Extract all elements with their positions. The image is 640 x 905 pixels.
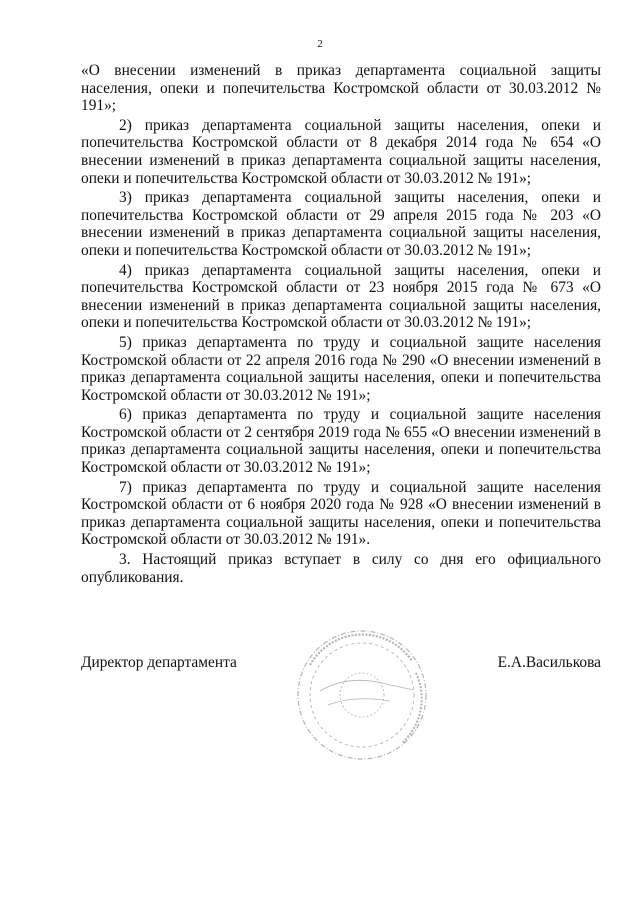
paragraph-1: «О внесении изменений в приказ департамента социальной защиты населения, опеки и попечительства Костромской области от 30.03.2012 № 191»; (81, 62, 601, 115)
document-body (81, 62, 601, 588)
page-number: 2 (317, 38, 323, 50)
signatory-name: Е.А.Василькова (497, 654, 601, 671)
paragraph-2: 2) приказ департамента социальной защиты населения, опеки и попечительства Костромской области от 8 декабря 2014 года № 654 «О внесении изменений в приказ департамента социальной защиты населения, опеки и попечительства Костромской области от 30.03.2012 № 191»; (81, 116, 601, 187)
paragraph-5: 5) приказ департамента по труду и социальной защите населения Костромской области от 22 апреля 2016 года № 290 «О внесении изменений в приказ департамента социальной защиты населения, опеки и попечительства Костромской области от 30.03.2012 № 191»; (81, 333, 601, 404)
paragraph-8: 3. Настоящий приказ вступает в силу со дня его официального опубликования. (81, 551, 601, 586)
signatory-title: Директор департамента (81, 654, 237, 671)
paragraph-4: 4) приказ департамента социальной защиты населения, опеки и попечительства Костромской области от 23 ноября 2015 года № 673 «О внесении изменений в приказ департамента социальной защиты населения, опеки и попечительства Костромской области от 30.03.2012 № 191»; (81, 261, 601, 332)
paragraph-6: 6) приказ департамента по труду и социальной защите населения Костромской области от 2 сентября 2019 года № 655 «О внесении изменений в приказ департамента социальной защиты населения, опеки и попечительства Костромской области от 30.03.2012 № 191»; (81, 406, 601, 477)
paragraph-7: 7) приказ департамента по труду и социальной защите населения Костромской области от 6 ноября 2020 года № 928 «О внесении изменений в приказ департамента социальной защиты населения, опеки и попечительства Костромской области от 30.03.2012 № 191». (81, 478, 601, 549)
paragraph-3: 3) приказ департамента социальной защиты населения, опеки и попечительства Костромской области от 29 апреля 2015 года № 203 «О внесении изменений в приказ департамента социальной защиты населения, опеки и попечительства Костромской области от 30.03.2012 № 191»; (81, 189, 601, 259)
official-seal-icon (292, 625, 432, 765)
